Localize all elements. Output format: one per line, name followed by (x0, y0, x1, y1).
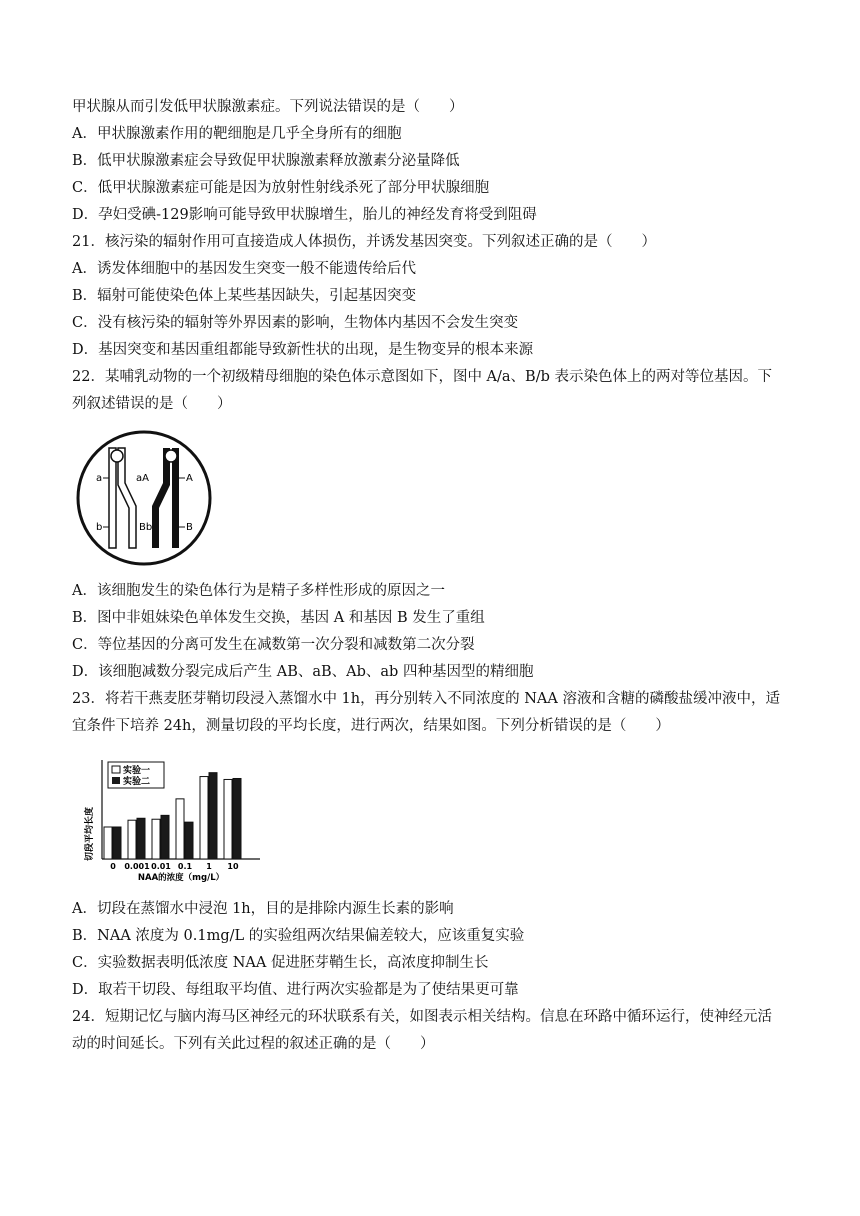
chart-legend (108, 762, 164, 788)
gene-label-b-left: b (96, 522, 103, 533)
gene-label-A-right: A (186, 473, 193, 484)
q20-option-b: B．低甲状腺激素症会导致促甲状腺激素释放激素分泌量降低 (72, 153, 460, 169)
chromosome-figure (74, 428, 214, 568)
bar-series-2-3 (185, 822, 193, 859)
q21-option-c: C．没有核污染的辐射等外界因素的影响，生物体内基因不会发生突变 (72, 315, 519, 331)
x-tick-label-5: 10 (227, 862, 239, 871)
q23-option-c: C．实验数据表明低浓度 NAA 促进胚芽鞘生长，高浓度抑制生长 (72, 955, 489, 971)
q20-option-d: D．孕妇受碘-129影响可能导致甲状腺增生，胎儿的神经发育将受到阻碍 (72, 207, 537, 223)
x-tick-label-2: 0.01 (151, 862, 171, 871)
naa-bar-chart (76, 752, 266, 886)
legend-swatch-series-2 (112, 777, 120, 784)
q23-option-d: D．取若干切段、每组取平均值、进行两次实验都是为了使结果更可靠 (72, 982, 519, 998)
q24-stem-line2: 动的时间延长。下列有关此过程的叙述正确的是（ ） (72, 1036, 435, 1052)
q20-option-c: C．低甲状腺激素症可能是因为放射性射线杀死了部分甲状腺细胞 (72, 180, 490, 196)
centromere-left (111, 450, 123, 462)
centromere-right (165, 450, 177, 462)
gene-label-aA: aA (136, 473, 149, 484)
q22-option-a: A．该细胞发生的染色体行为是精子多样性形成的原因之一 (72, 583, 445, 599)
legend-label-series-1: 实验一 (123, 766, 151, 776)
chart-xlabel: NAA的浓度（mg/L） (137, 873, 225, 883)
x-tick-label-1: 0.001 (124, 862, 150, 871)
bar-series-1-1 (128, 820, 136, 859)
q23-stem-line2: 宜条件下培养 24h，测量切段的平均长度，进行两次，结果如图。下列分析错误的是（ ） (72, 718, 670, 734)
legend-swatch-series-1 (112, 766, 120, 773)
q22-option-d: D．该细胞减数分裂完成后产生 AB、aB、Ab、ab 四种基因型的精细胞 (72, 664, 534, 680)
q23-option-b: B．NAA 浓度为 0.1mg/L 的实验组两次结果偏差较大，应该重复实验 (72, 928, 525, 944)
q21-option-b: B．辐射可能使染色体上某些基因缺失，引起基因突变 (72, 288, 417, 304)
q22-option-b: B．图中非姐妹染色单体发生交换，基因 A 和基因 B 发生了重组 (72, 610, 485, 626)
x-tick-label-4: 1 (206, 862, 212, 871)
q20-option-a: A．甲状腺激素作用的靶细胞是几乎全身所有的细胞 (72, 126, 402, 142)
bar-series-2-4 (209, 773, 217, 859)
bar-series-1-0 (104, 827, 112, 859)
q24-stem-line1: 24．短期记忆与脑内海马区神经元的环状联系有关，如图表示相关结构。信息在环路中循环运行，使神经元活 (72, 1009, 772, 1025)
bar-series-1-5 (224, 779, 232, 859)
cell-outline (78, 432, 210, 564)
q22-stem-line1: 22．某哺乳动物的一个初级精母细胞的染色体示意图如下，图中 A/a、B/b 表示染色体上的两对等位基因。下 (72, 369, 772, 385)
q20-stem-tail: 甲状腺从而引发低甲状腺激素症。下列说法错误的是（ ） (72, 99, 464, 115)
bar-series-1-3 (176, 799, 184, 859)
x-tick-label-0: 0 (110, 862, 116, 871)
chromatid-right-outer (172, 448, 179, 548)
chart-ylabel: 切段平均长度 (85, 806, 95, 862)
gene-label-Bb: Bb (139, 522, 153, 533)
q23-stem-line1: 23．将若干燕麦胚芽鞘切段浸入蒸馏水中 1h，再分别转入不同浓度的 NAA 溶液和含糖的磷酸盐缓冲液中，适 (72, 691, 780, 707)
q21-option-a: A．诱发体细胞中的基因发生突变一般不能遗传给后代 (72, 261, 416, 277)
x-tick-label-3: 0.1 (177, 862, 193, 871)
legend-label-series-2: 实验二 (123, 777, 151, 787)
q21-stem: 21．核污染的辐射作用可直接造成人体损伤，并诱发基因突变。下列叙述正确的是（ ） (72, 234, 656, 250)
q23-option-a: A．切段在蒸馏水中浸泡 1h，目的是排除内源生长素的影响 (72, 901, 454, 917)
bar-series-1-4 (200, 777, 208, 859)
gene-label-B-right: B (186, 522, 193, 533)
q22-option-c: C．等位基因的分离可发生在减数第一次分裂和减数第二次分裂 (72, 637, 475, 653)
bar-series-2-1 (137, 818, 145, 859)
bar-series-1-2 (152, 819, 160, 859)
bar-series-2-2 (161, 815, 169, 859)
chromatid-left-outer (109, 448, 116, 548)
bar-series-2-0 (113, 827, 121, 859)
q22-stem-line2: 列叙述错误的是（ ） (72, 396, 232, 412)
bar-series-2-5 (233, 778, 241, 859)
gene-label-a-left: a (96, 473, 103, 484)
q21-option-d: D．基因突变和基因重组都能导致新性状的出现，是生物变异的根本来源 (72, 342, 534, 358)
